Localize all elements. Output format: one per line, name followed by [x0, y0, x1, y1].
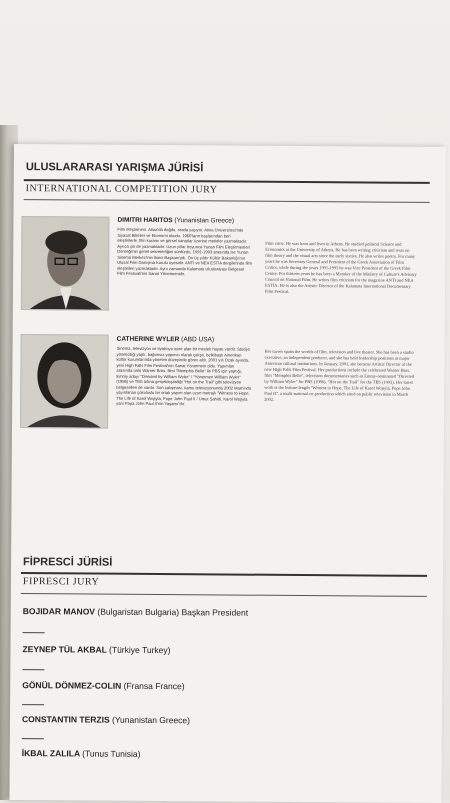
member-divider: [22, 738, 44, 739]
jury-name: DIMITRI HARITOS (Yunanistan Greece): [117, 216, 235, 225]
competition-jury-title-tr: ULUSLARARASI YARIŞMA JÜRİSİ: [25, 161, 204, 175]
member-divider: [22, 704, 44, 705]
fipresci-member: GÖNÜL DÖNMEZ-COLIN (Fransa France): [22, 680, 185, 692]
jury-bio-tr: Film eleştirmeni. Atina'da doğdu, orada yaşıyor. Atina Üniversitesi'nde Siyasal Bilimler ve Ekonomi okudu. 1960'ların başlarından beri eleştirilerle, film kuramı ve görsel sanatlar üzerine metinler yazmaktadır. Ayrıca şiir de yazmaktadır. Uzun yıllar boyunca Yunan Film Eleştirmenleri Derneği'nin genel sekreterliğini sürdürdü, 1991-1993 arasında ise Yunan Sinema Merkezi'nin İkinci Başkanı'ydı. On üç yıldır Kültür Bakanlığı'nın Ulusal Film Danışma Kurulu üyesidir. ANTI ve NEA ESTIA dergilerinde film eleştirileri yazmaktadır. Aynı zamanda Kalamata Uluslararası Belgesel Film Festivali'nin Sanat Yönetmenidir.: [117, 226, 252, 277]
jury-bio-en: Her career spans the worlds of film, television and live theater. She has been a studio executive, an independent producer, and she has held leadership positions at major American cultural institutions. In January, 2001, she became Artistic Director of the new High Falls Film Festival. Her productions include the celebrated Warner Bros. film "Memphis Belle", television documentaries such as Emmy-nominated "Directed by William Wyler" for PBS (1986), "Hot on the Trail" for the TBS (1993). Her latest work is the feature-length "Witness to Hope, The Life of Karol Wojtyla, Pope John Paul II", a multi-national co-production which aired on public television in March 2002.: [264, 348, 415, 402]
member-divider: [22, 669, 44, 670]
booklet-page: [9, 144, 446, 803]
portrait-photo: [20, 334, 109, 429]
member-divider: [23, 632, 45, 633]
fipresci-jury-title-en: FIPRESCI JURY: [22, 576, 100, 588]
fipresci-member: CONSTANTIN TERZIS (Yunanistan Greece): [21, 714, 191, 726]
jury-bio-en: Film critic. He was born and lives in Athens. He studied political Science and Economics at the University of Athens. He has been writing criticism and texts on film theory and the visual arts since the early sixties. He also writes poetry. For many years he was Secretary General and President of the Greek Association of Film Critics, while during the years 1991-1993 he was Vice President of the Greek Film Centre. For thirteen years he has been a Member of the Ministry of Culture's Advisory Council on National Film. He writes film criticism for the magazine ANTI and NEA ESTIA. He is also the Artistic Director of the Kalamata International Documentary Film Festival.: [264, 240, 417, 294]
fipresci-member: ZEYNEP TÜL AKBAL (Türkiye Turkey): [22, 644, 171, 656]
jury-name: CATHERINE WYLER (ABD USA): [116, 335, 215, 344]
fipresci-subheader-rule: [21, 593, 427, 597]
jury-bio-tr: Sinema, televizyon ve tiyatroyu içine alan bir meslek hayatı vardır. Stüdyo yöneticiliği yaptı, bağımsız yapımcı olarak çalıştı, belkibaşlı Amerikan kültür kurumlarında yönetim düzeyinde görev aldı. 2001 yılı Ocak ayında, yeni High Falls Film Festival'nin Sanat Yönetmeni oldu. Yapımları arasında ünlü Warner Bros. filmi "Memphis Belle" ile PBS için yaptığı, Emmy adayı "Directed by William Wyler" / "Yönetmen William Wyler" (1986) ve TBS adına gerçekleştirdiği "Hot on the Trail" gibi televizyon belgeselleri de vardır. Son çalışması, kamu televizyonunda 2002 Mart'ında yayınlanan çokuluslu bir ortak yapım olan uzun metrajlı "Witness to Hope, The Life of Karol Wojtyla, Pope John Paul II / Umut Şahidi, Karol Wojtyla yani Papa John Paul II'nin Yaşamı"dır.: [116, 345, 252, 407]
fipresci-member: BOJIDAR MANOV (Bulgaristan Bulgaria) Başkan President: [22, 606, 249, 618]
fipresci-jury-title-tr: FİPRESCİ JÜRİSİ: [23, 556, 113, 569]
portrait-photo: [21, 216, 110, 311]
competition-jury-title-en: INTERNATIONAL COMPETITION JURY: [25, 183, 218, 196]
fipresci-member: İKBAL ZALILA (Tunus Tunisia): [21, 748, 141, 759]
subheader-rule: [24, 199, 430, 203]
